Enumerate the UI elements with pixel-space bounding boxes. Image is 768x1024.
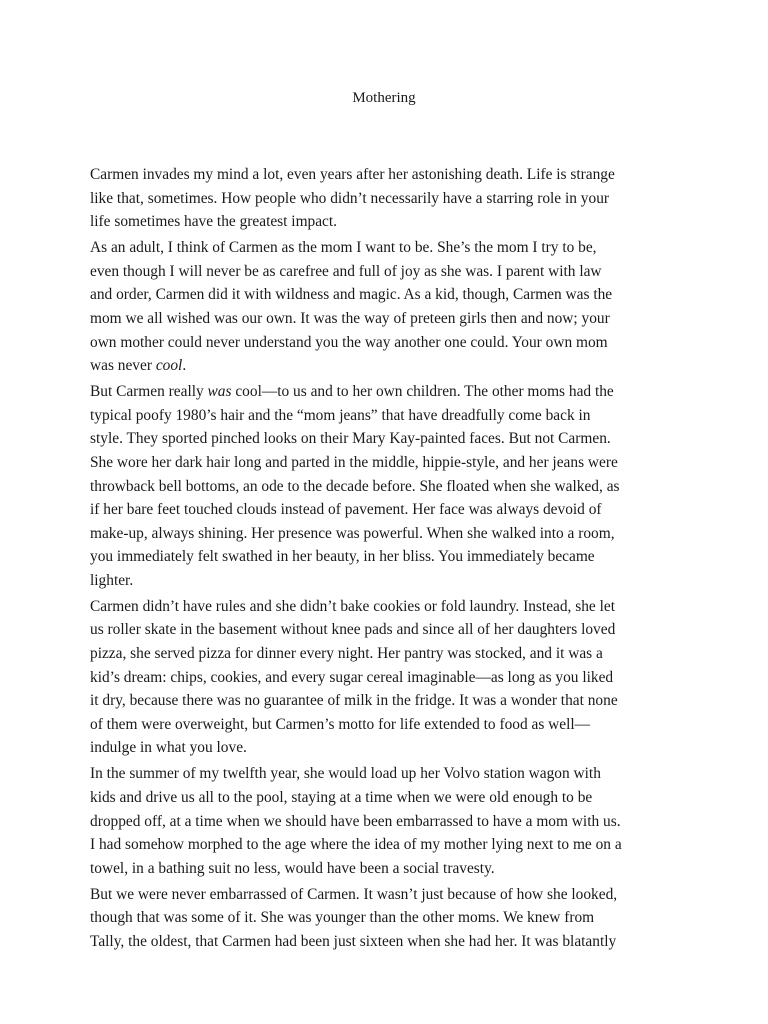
text-line: dropped off, at a time when we should have been embarrassed to have a mom with us. — [90, 812, 621, 830]
document-title: Mothering — [352, 90, 416, 106]
text-line: it dry, because there was no guarantee of milk in the fridge. It was a wonder that none — [90, 692, 618, 710]
text-segment: was never — [90, 357, 156, 375]
text-line: kids and drive us all to the pool, staying at a time when we were old enough to be — [90, 789, 593, 806]
paragraph-2 — [90, 236, 682, 378]
paragraph-1 — [90, 163, 682, 234]
text-segment: . — [182, 357, 187, 375]
paragraph-4 — [90, 595, 682, 760]
text-line: I had somehow morphed to the age where the idea of my mother lying next to me on a — [90, 836, 622, 854]
text-line: of them were overweight, but Carmen’s motto for life extended to food as well— — [90, 715, 591, 733]
text-segment: cool—to us and to her own children. The other moms had the — [231, 383, 614, 401]
text-line: But we were never embarrassed of Carmen. It wasn’t just because of how she looked, — [90, 885, 618, 903]
text-line: even though I will never be as carefree and full of joy as she was. I parent with law — [90, 262, 602, 280]
emphasized-text: cool — [155, 357, 183, 375]
document-body — [90, 163, 682, 956]
text-line: own mother could never understand you the way another one could. Your own mom — [90, 333, 608, 351]
text-line: you immediately felt swathed in her beauty, in her bliss. You immediately became — [90, 548, 595, 566]
text-line — [90, 380, 682, 404]
text-line: indulge in what you love. — [90, 739, 247, 757]
text-segment: But Carmen really — [90, 383, 208, 401]
text-line — [90, 354, 682, 378]
emphasized-text: was — [207, 383, 232, 401]
text-line: towel, in a bathing suit no less, would have been a social travesty. — [90, 859, 495, 877]
text-line: In the summer of my twelfth year, she would load up her Volvo station wagon with — [90, 765, 601, 783]
paragraph-6 — [90, 883, 682, 954]
text-line: Tally, the oldest, that Carmen had been just sixteen when she had her. It was blatantly — [90, 932, 617, 950]
text-line: life sometimes have the greatest impact. — [90, 213, 338, 231]
text-line: throwback bell bottoms, an ode to the decade before. She floated when she walked, as — [90, 477, 620, 495]
text-line: if her bare feet touched clouds instead of pavement. Her face was always devoid of — [90, 501, 602, 519]
text-line: Carmen didn’t have rules and she didn’t bake cookies or fold laundry. Instead, she let — [90, 597, 615, 615]
text-line: kid’s dream: chips, cookies, and every sugar cereal imaginable—as long as you liked — [90, 668, 614, 686]
text-line: lighter. — [90, 571, 134, 589]
paragraph-5 — [90, 762, 682, 880]
text-line: and order, Carmen did it with wildness and magic. As a kid, though, Carmen was the — [90, 286, 613, 304]
text-line: like that, sometimes. How people who didn’t necessarily have a starring role in your — [90, 189, 610, 207]
text-line: She wore her dark hair long and parted in the middle, hippie-style, and her jeans were — [90, 453, 618, 471]
text-line: mom we all wished was our own. It was the way of preteen girls then and now; your — [90, 309, 610, 327]
text-line: As an adult, I think of Carmen as the mom I want to be. She’s the mom I try to be, — [90, 239, 597, 257]
text-line: make-up, always shining. Her presence was powerful. When she walked into a room, — [90, 524, 615, 542]
text-line: though that was some of it. She was younger than the other moms. We knew from — [90, 909, 595, 927]
text-line: Carmen invades my mind a lot, even years after her astonishing death. Life is strange — [90, 166, 615, 183]
text-line: typical poofy 1980’s hair and the “mom jeans” that have dreadfully come back in — [90, 406, 591, 424]
text-line: us roller skate in the basement without knee pads and since all of her daughters loved — [90, 621, 616, 639]
text-line: style. They sported pinched looks on their Mary Kay-painted faces. But not Carmen. — [90, 430, 611, 448]
text-line: pizza, she served pizza for dinner every night. Her pantry was stocked, and it was a — [90, 645, 603, 663]
paragraph-3 — [90, 380, 682, 592]
